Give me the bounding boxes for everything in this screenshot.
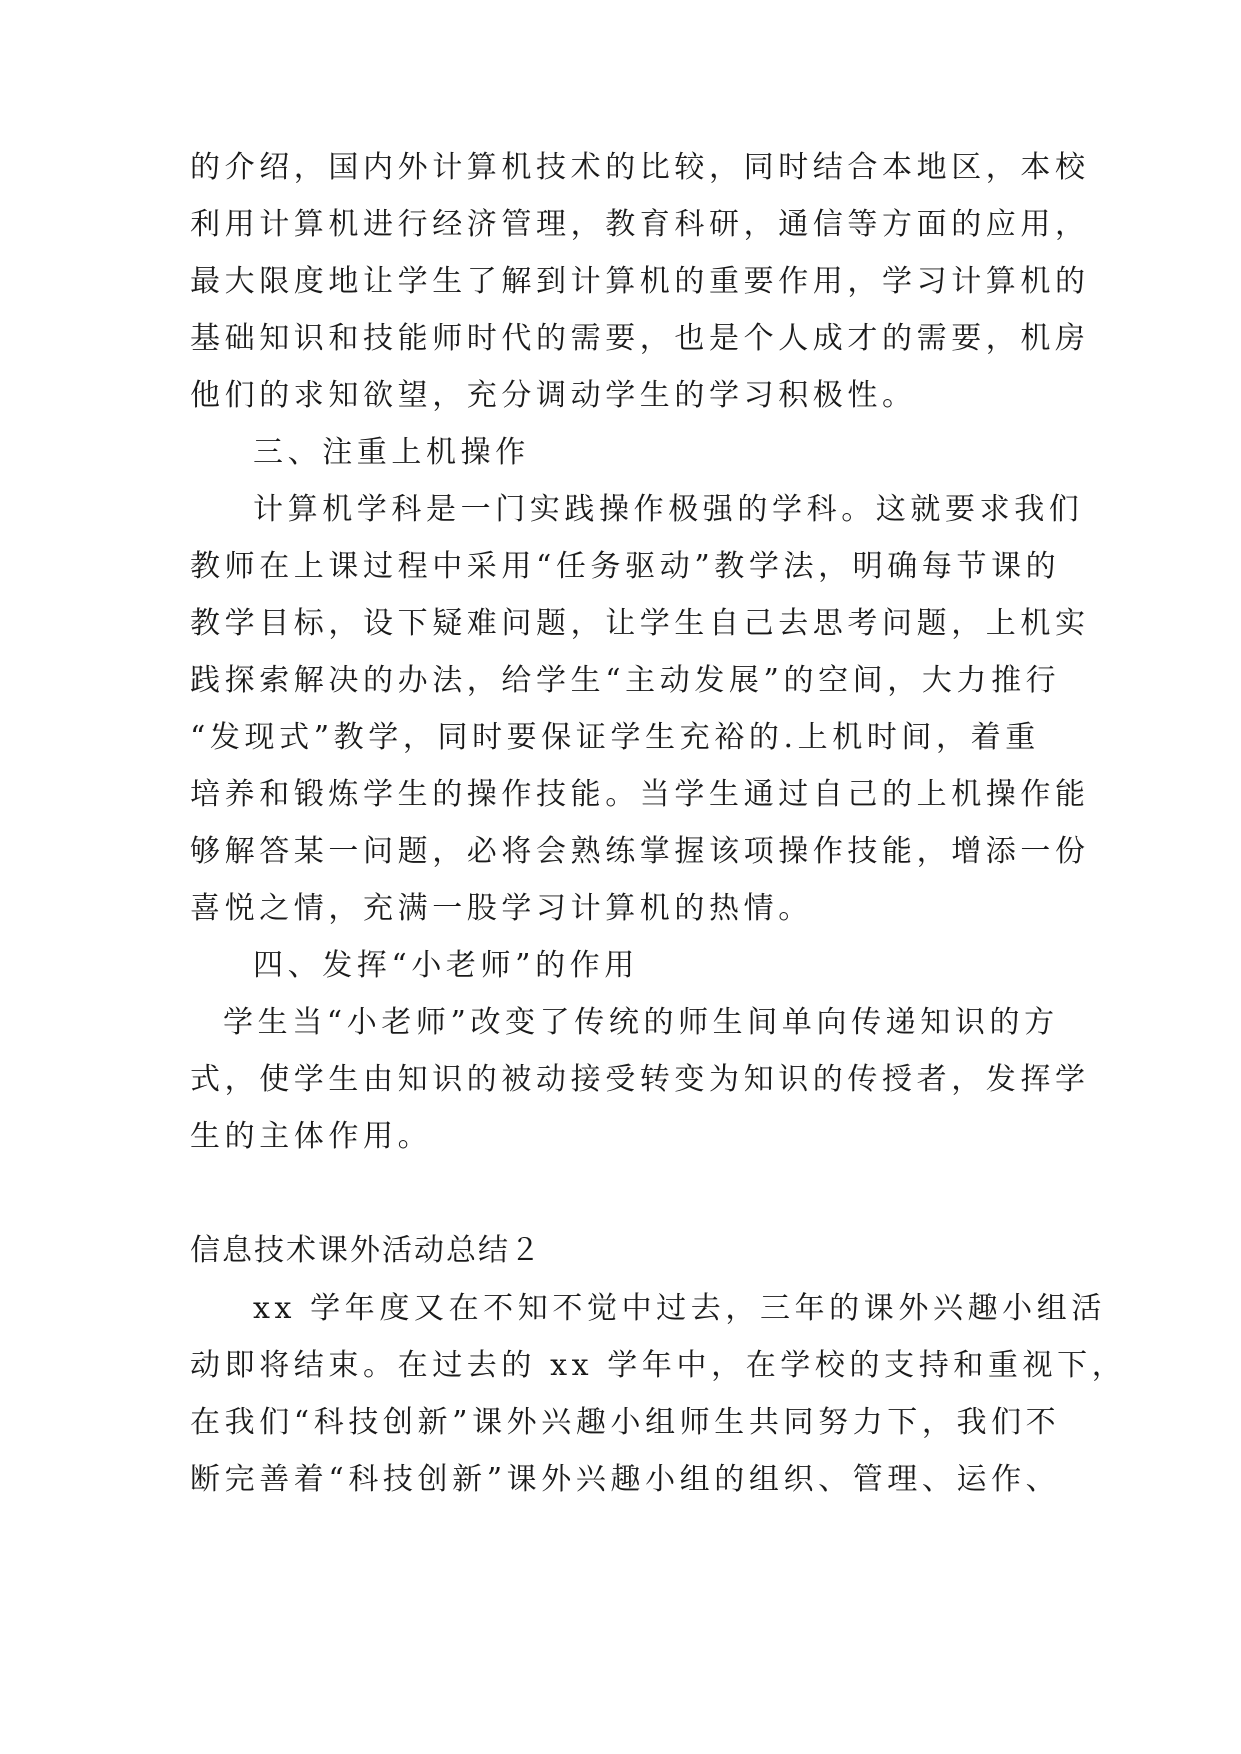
paragraph-line: 基础知识和技能师时代的需要，也是个人成才的需要，机房 [190, 321, 1090, 356]
document-title: 信息技术课外活动总结２ [190, 1233, 542, 1268]
paragraph-line: 计算机学科是一门实践操作极强的学科。这就要求我们 [253, 492, 1084, 527]
paragraph-line: “发现式”教学，同时要保证学生充裕的.上机时间，着重 [190, 720, 1040, 755]
paragraph-line: 他们的求知欲望，充分调动学生的学习积极性。 [190, 378, 917, 413]
paragraph-line: 够解答某一问题，必将会熟练掌握该项操作技能，增添一份 [190, 834, 1090, 869]
paragraph-line: 学生当“小老师”改变了传统的师生间单向传递知识的方 [223, 1005, 1059, 1040]
paragraph-line: 的介绍，国内外计算机技术的比较，同时结合本地区，本校 [190, 150, 1090, 185]
paragraph-line: 培养和锻炼学生的操作技能。当学生通过自己的上机操作能 [190, 777, 1090, 812]
section-heading: 四、发挥“小老师”的作用 [253, 948, 639, 983]
paragraph-line: 断完善着“科技创新”课外兴趣小组的组织、管理、运作、 [190, 1462, 1061, 1497]
paragraph-line: 最大限度地让学生了解到计算机的重要作用，学习计算机的 [190, 264, 1090, 299]
paragraph-line: xx 学年度又在不知不觉中过去，三年的课外兴趣小组活 [253, 1291, 1106, 1326]
paragraph-line: 在我们“科技创新”课外兴趣小组师生共同努力下，我们不 [190, 1405, 1061, 1440]
section-heading: 三、注重上机操作 [253, 435, 530, 470]
paragraph-line: 生的主体作用。 [190, 1119, 433, 1154]
paragraph-line: 教师在上课过程中采用“任务驱动”教学法，明确每节课的 [190, 549, 1061, 584]
paragraph-line: 教学目标，设下疑难问题，让学生自己去思考问题，上机实 [190, 606, 1090, 641]
paragraph-line: 喜悦之情，充满一股学习计算机的热情。 [190, 891, 813, 926]
paragraph-line: 践探索解决的办法，给学生“主动发展”的空间，大力推行 [190, 663, 1061, 698]
paragraph-line: 式，使学生由知识的被动接受转变为知识的传授者，发挥学 [190, 1062, 1090, 1097]
paragraph-line: 动即将结束。在过去的 xx 学年中，在学校的支持和重视下， [190, 1348, 1127, 1383]
paragraph-line: 利用计算机进行经济管理，教育科研，通信等方面的应用， [190, 207, 1090, 242]
